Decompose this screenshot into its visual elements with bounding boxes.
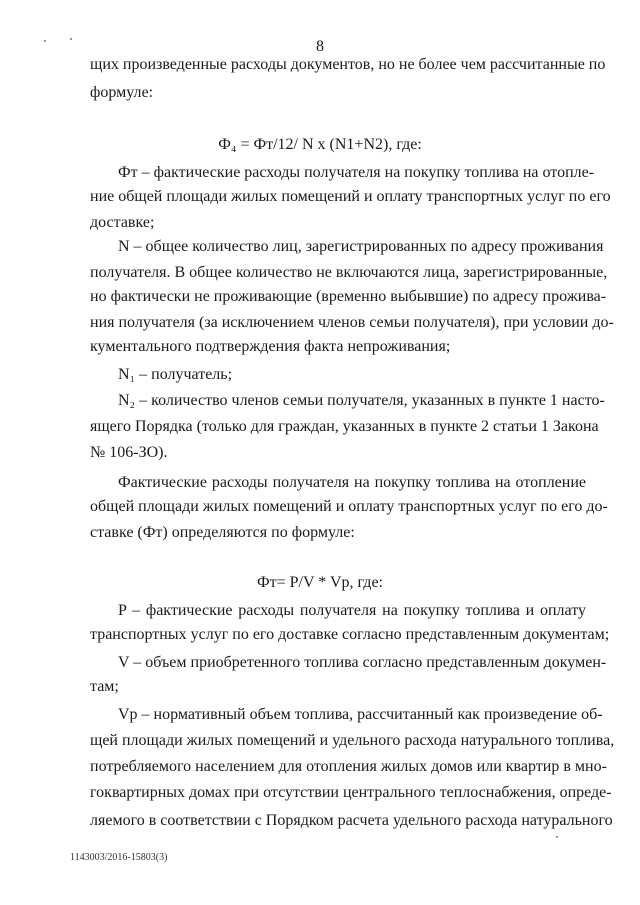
text-line: общей площади жилых помещений и оплату транспортных услуг по его до-: [90, 498, 608, 515]
text-line: доставке;: [90, 214, 155, 231]
text-line: щей площади жилых помещений и удельного расхода натурального топлива,: [90, 732, 615, 749]
text-line: Фактические расходы получателя на покупку топлива на отопление: [118, 474, 586, 491]
document-code: 1143003/2016-15803(3): [70, 852, 168, 863]
text-line: ящего Порядка (только для граждан, указанных в пункте 2 статьи 1 Закона: [90, 418, 599, 435]
text-line: потребляемого населением для отопления жилых домов или квартир в мно-: [90, 758, 607, 775]
text-line: P – фактические расходы получателя на покупку топлива и оплату: [118, 602, 586, 619]
text-line: там;: [90, 678, 119, 695]
text-line: V – объем приобретенного топлива согласно представленным докумен-: [118, 654, 607, 671]
text-line: ние общей площади жилых помещений и оплату транспортных услуг по его: [90, 188, 611, 205]
text-line: ния получателя (за исключением членов семьи получателя), при условии до-: [90, 314, 614, 331]
text-line: получателя. В общее количество не включаются лица, зарегистрированные,: [90, 264, 608, 281]
text-line: но фактически не проживающие (временно выбывшие) по адресу прожива-: [90, 288, 607, 305]
text-line: ставке (Фт) определяются по формуле:: [90, 524, 355, 541]
text-line: N₁ – получатель;: [118, 366, 233, 383]
page-number: 8: [316, 38, 324, 55]
text-line: № 106-ЗО).: [90, 444, 168, 461]
text-line: кументального подтверждения факта непроживания;: [90, 338, 451, 355]
text-line: щих произведенные расходы документов, но не более чем рассчитанные по: [90, 56, 606, 73]
text-line: N – общее количество лиц, зарегистрированных по адресу проживания: [118, 238, 604, 255]
text-line: Фт= P/V * Vр, где:: [257, 574, 383, 591]
text-line: формуле:: [90, 84, 154, 101]
text-line: Vр – нормативный объем топлива, рассчитанный как произведение об-: [118, 706, 603, 723]
text-line: Ф₄ = Фт/12/ N x (N1+N2), где:: [218, 136, 422, 153]
scan-speck: [44, 40, 46, 42]
scan-speck: [70, 38, 72, 40]
scan-speck: [556, 836, 558, 838]
text-line: Фт – фактические расходы получателя на покупку топлива на отопле-: [118, 164, 595, 181]
text-line: N₂ – количество членов семьи получателя, указанных в пункте 1 насто-: [118, 392, 605, 409]
text-line: транспортных услуг по его доставке согласно представленным документам;: [90, 626, 610, 643]
text-line: ляемого в соответствии с Порядком расчета удельного расхода натурального: [90, 812, 613, 829]
text-line: гоквартирных домах при отсутствии центрального теплоснабжения, опреде-: [90, 784, 612, 801]
